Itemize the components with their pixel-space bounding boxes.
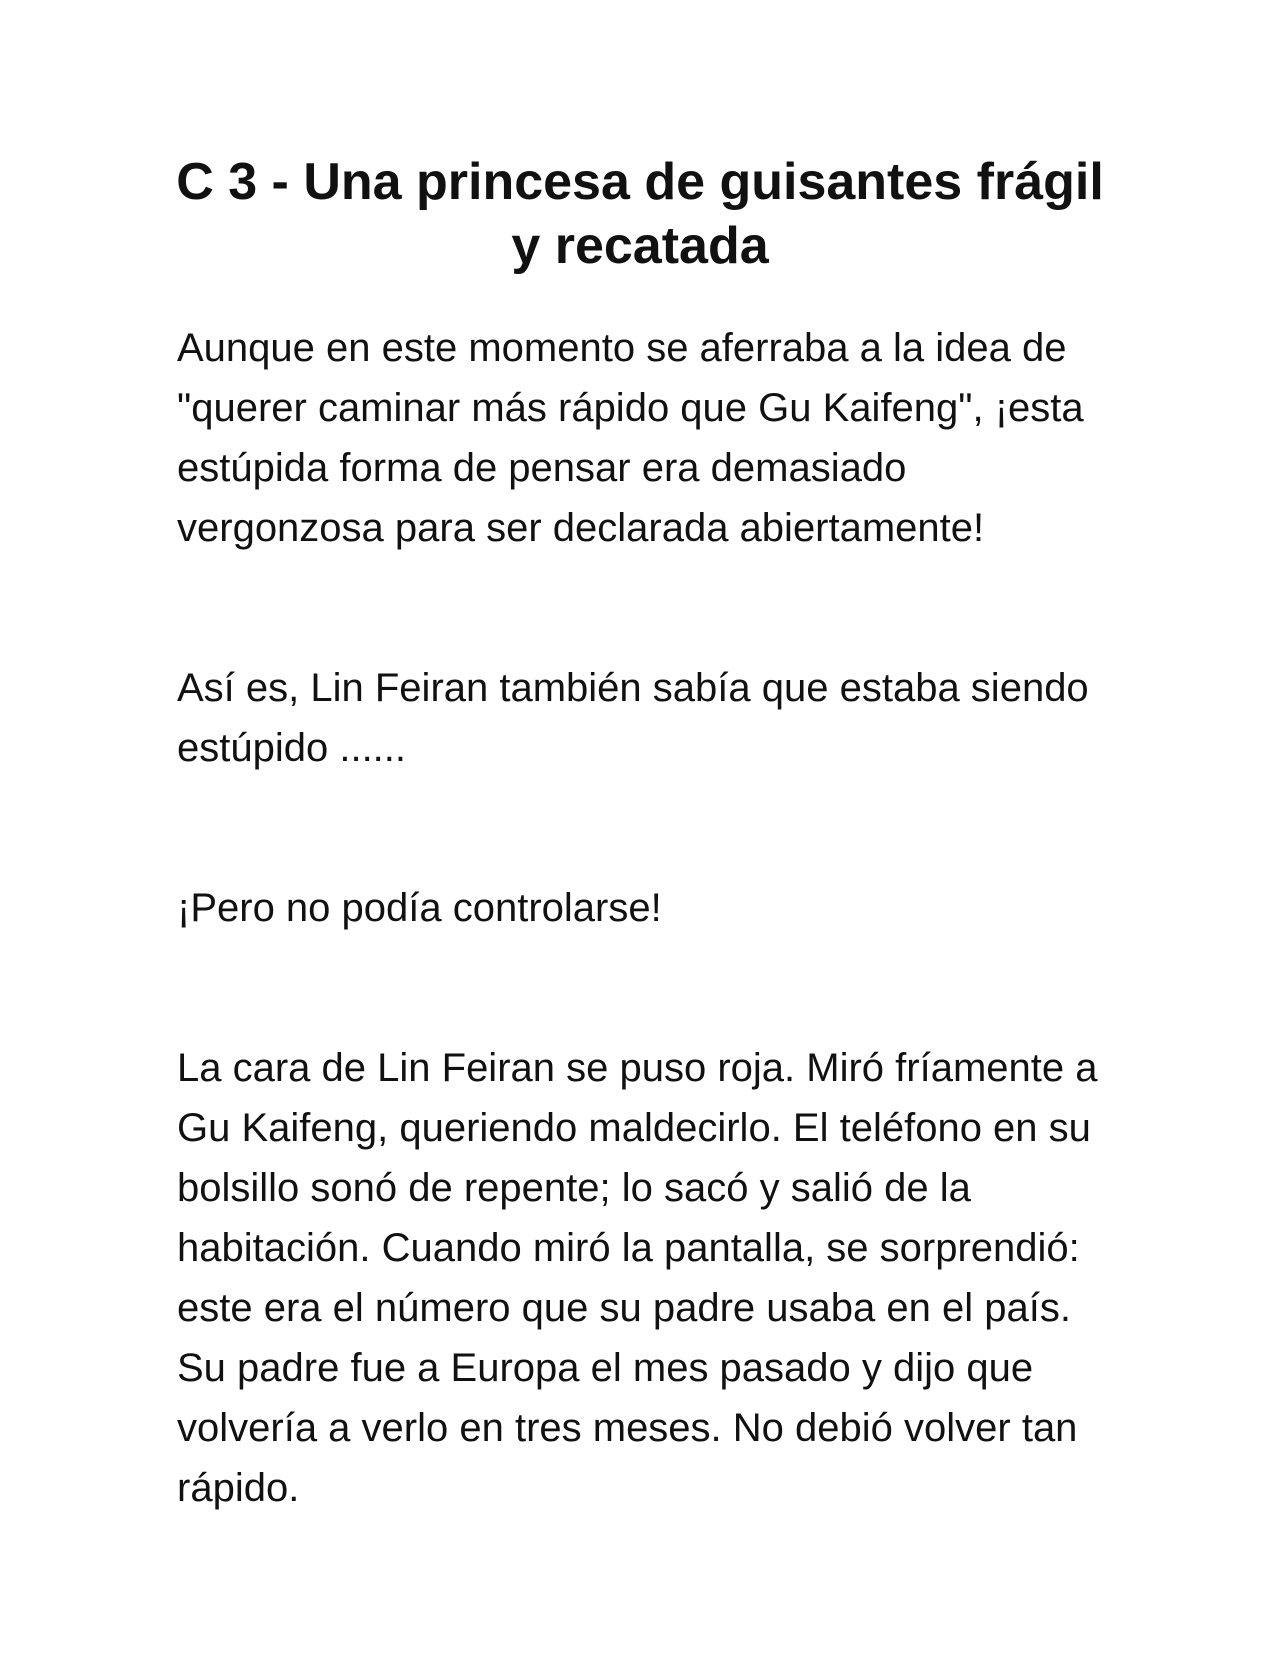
paragraph-1: Aunque en este momento se aferraba a la idea de "querer caminar más rápido que Gu Kaifeng", ¡esta estúpida forma de pensar era demasiado vergonzosa para ser declarada abiertamente! bbox=[177, 326, 1084, 550]
paragraph-4: La cara de Lin Feiran se puso roja. Miró fríamente a Gu Kaifeng, queriendo maldecirlo. El teléfono en su bolsillo sonó de repente; lo sacó y salió de la habitación. Cuando miró la pantalla, se sorprendió: este era el número que su padre usaba en el país. Su padre fue a Europa el mes pasado y dijo que volvería a verlo en tres meses. No debió volver tan rápido. bbox=[177, 1046, 1098, 1510]
body-text bbox=[177, 318, 1117, 1518]
page-title bbox=[160, 150, 1120, 278]
paragraph-2: Así es, Lin Feiran también sabía que estaba siendo estúpido ...... bbox=[177, 666, 1089, 770]
title-line-2: y recatada bbox=[511, 217, 769, 275]
paragraph-3: ¡Pero no podía controlarse! bbox=[177, 886, 662, 930]
title-line-1: C 3 - Una princesa de guisantes frágil bbox=[176, 153, 1104, 211]
